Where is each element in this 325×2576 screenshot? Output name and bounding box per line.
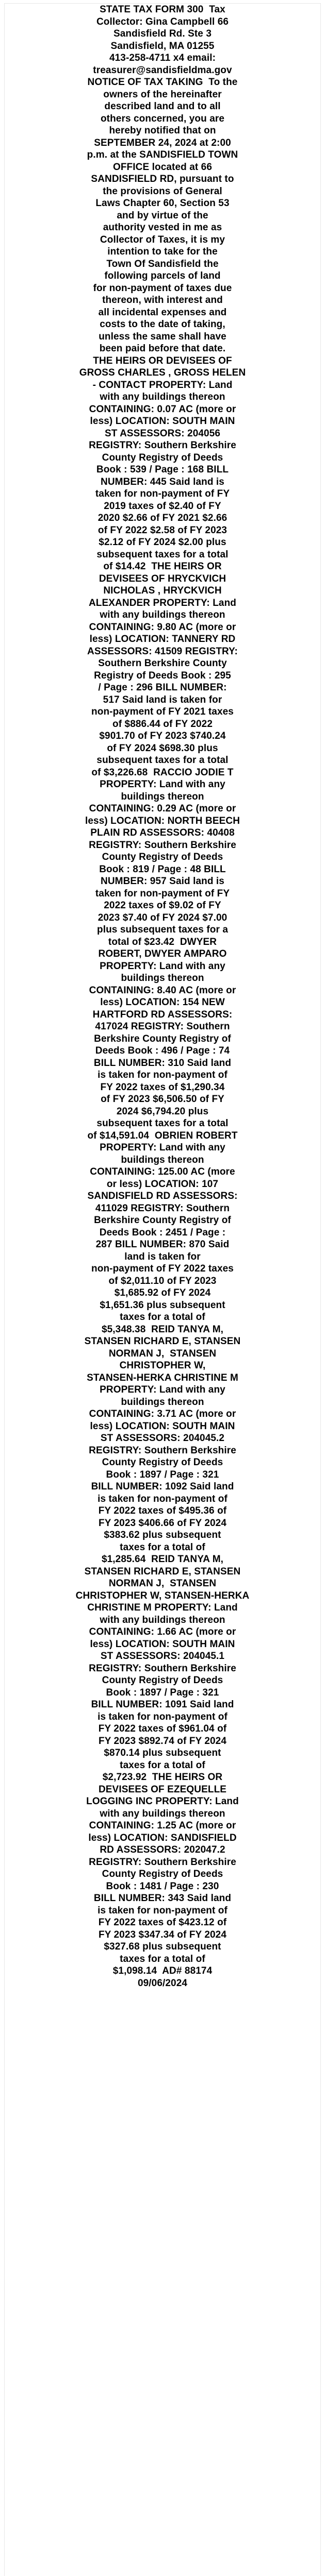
legal-notice [4,3,321,2576]
tax-taking-notice-text: STATE TAX FORM 300 Tax Collector: Gina Campbell 66 Sandisfield Rd. Ste 3 Sandisfield, MA 01255 413-258-4711 x4 email: treasurer@sandisfieldma.gov NOTICE OF TAX TAKING To the owners of the hereinafter described land and to all others concerned, you are hereby notified that on SEPTEMBER 24, 2024 at 2:00 p.m. at the SANDISFIELD TOWN OFFICE located at 66 SANDISFIELD RD, pursuant to the provisions of General Laws Chapter 60, Section 53 and by virtue of the authority vested in me as Collector of Taxes, it is my intention to take for the Town Of Sandisfield the following parcels of land for non-payment of taxes due thereon, with interest and all incidental expenses and costs to the date of taking, unless the same shall have been paid before that date. THE HEIRS OR DEVISEES OF GROSS CHARLES , GROSS HELEN - CONTACT PROPERTY: Land with any buildings thereon CONTAINING: 0.07 AC (more or less) LOCATION: SOUTH MAIN ST ASSESSORS: 204056 REGISTRY: Southern Berkshire County Registry of Deeds Book : 539 / Page : 168 BILL NUMBER: 445 Said land is taken for non-payment of FY 2019 taxes of $2.40 of FY 2020 $2.66 of FY 2021 $2.66 of FY 2022 $2.58 of FY 2023 $2.12 of FY 2024 $2.00 plus subsequent taxes for a total of $14.42 THE HEIRS OR DEVISEES OF HRYCKVICH NICHOLAS , HRYCKVICH ALEXANDER PROPERTY: Land with any buildings thereon CONTAINING: 9.80 AC (more or less) LOCATION: TANNERY RD ASSESSORS: 41509 REGISTRY: Southern Berkshire County Registry of Deeds Book : 295 / Page : 296 BILL NUMBER: 517 Said land is taken for non-payment of FY 2021 taxes of $886.44 of FY 2022 $901.70 of FY 2023 $740.24 of FY 2024 $698.30 plus subsequent taxes for a total of $3,226.68 RACCIO JODIE T PROPERTY: Land with any buildings thereon CONTAINING: 0.29 AC (more or less) LOCATION: NORTH BEECH PLAIN RD ASSESSORS: 40408 REGISTRY: Southern Berkshire County Registry of Deeds Book : 819 / Page : 48 BILL NUMBER: 957 Said land is taken for non-payment of FY 2022 taxes of $9.02 of FY 2023 $7.40 of FY 2024 $7.00 plus subsequent taxes for a total of $23.42 DWYER ROBERT, DWYER AMPARO PROPERTY: Land with any buildings thereon CONTAINING: 8.40 AC (more or less) LOCATION: 154 NEW HARTFORD RD ASSESSORS: 417024 REGISTRY: Southern Berkshire County Registry of Deeds Book : 496 / Page : 74 BILL NUMBER: 310 Said land is taken for non-payment of FY 2022 taxes of $1,290.34 of FY 2023 $6,506.50 of FY 2024 $6,794.20 plus subsequent taxes for a total of $14,591.04 OBRIEN ROBERT PROPERTY: Land with any buildings thereon CONTAINING: 125.00 AC (more or less) LOCATION: 107 SANDISFIELD RD ASSESSORS: 411029 REGISTRY: Southern Berkshire County Registry of Deeds Book : 2451 / Page : 287 BILL NUMBER: 870 Said land is taken for non-payment of FY 2022 taxes of $2,011.10 of FY 2023 $1,685.92 of FY 2024 $1,651.36 plus subsequent taxes for a total of $5,348.38 REID TANYA M, STANSEN RICHARD E, STANSEN NORMAN J, STANSEN CHRISTOPHER W, STANSEN-HERKA CHRISTINE M PROPERTY: Land with any buildings thereon CONTAINING: 3.71 AC (more or less) LOCATION: SOUTH MAIN ST ASSESSORS: 204045.2 REGISTRY: Southern Berkshire County Registry of Deeds Book : 1897 / Page : 321 BILL NUMBER: 1092 Said land is taken for non-payment of FY 2022 taxes of $495.36 of FY 2023 $406.66 of FY 2024 $383.62 plus subsequent taxes for a total of $1,285.64 REID TANYA M, STANSEN RICHARD E, STANSEN NORMAN J, STANSEN CHRISTOPHER W, STANSEN-HERKA CHRISTINE M PROPERTY: Land with any buildings thereon CONTAINING: 1.66 AC (more or less) LOCATION: SOUTH MAIN ST ASSESSORS: 204045.1 REGISTRY: Southern Berkshire County Registry of Deeds Book : 1897 / Page : 321 BILL NUMBER: 1091 Said land is taken for non-payment of FY 2022 taxes of $961.04 of FY 2023 $892.74 of FY 2024 $870.14 plus subsequent taxes for a total of $2,723.92 THE HEIRS OR DEVISEES OF EZEQUELLE LOGGING INC PROPERTY: Land with any buildings thereon CONTAINING: 1.25 AC (more or less) LOCATION: SANDISFIELD RD ASSESSORS: 202047.2 REGISTRY: Southern Berkshire County Registry of Deeds Book : 1481 / Page : 230 BILL NUMBER: 343 Said land is taken for non-payment of FY 2022 taxes of $423.12 of FY 2023 $347.34 of FY 2024 $327.68 plus subsequent taxes for a total of $1,098.14 AD# 88174 09/06/2024 [75,4,250,1989]
